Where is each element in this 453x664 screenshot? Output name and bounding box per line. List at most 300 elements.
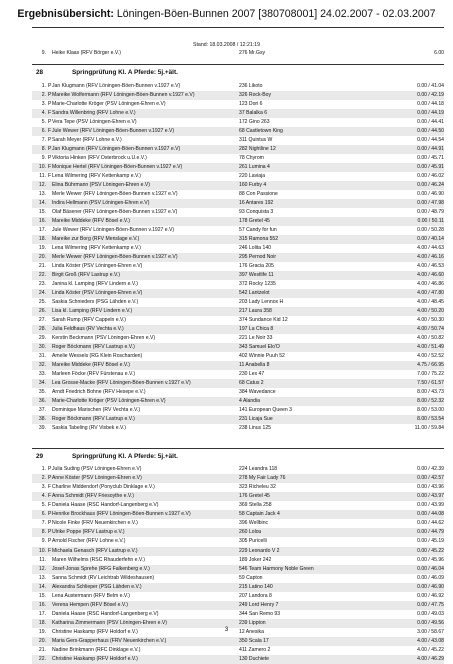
status-marker: F <box>48 128 52 134</box>
horse: 231 Licaja Sue <box>239 416 273 422</box>
result: 7.00 / 75.22 <box>417 371 444 377</box>
horse: 542 Lantzelot <box>239 290 270 296</box>
result: 4.00 / 51.49 <box>417 344 444 350</box>
rider: Merle Wewer (RFV Löningen-Böen-Bunnen v.1927 e.V) <box>52 254 178 260</box>
status-marker: F <box>48 484 52 491</box>
rank: 20. <box>38 254 46 260</box>
result: 0.00 / 46.90 <box>417 583 444 590</box>
rider: Sarah Rump (RFV Cappeln e.V.) <box>52 317 126 323</box>
rank: 6. <box>41 128 46 134</box>
table-row <box>32 154 444 163</box>
horse: 546 Team Harmony Noble Green <box>239 565 314 572</box>
rider: Marie-Charlotte Kröger (PSV Löningen-Ehren e.V) <box>52 101 166 107</box>
result: 4.00 / 44.63 <box>417 245 444 251</box>
table-row <box>32 262 444 271</box>
horse: 12 Anesika <box>239 628 264 635</box>
rank: 3. <box>41 484 46 491</box>
result: 0.00 / 49.03 <box>417 610 444 617</box>
result: 8.00 / 43.73 <box>417 389 444 395</box>
page-number: 3 <box>224 626 229 633</box>
table-row <box>32 379 444 388</box>
horse: 236 Likoto <box>239 83 263 89</box>
result: 0.00 / 44.19 <box>417 110 444 116</box>
rider: Jan Klugmann (RFV Löningen-Böen-Bunnen v.1927 e.V) <box>52 146 181 152</box>
table-row <box>32 415 444 424</box>
status-marker: F <box>48 547 52 554</box>
result: 7.50 / 61.57 <box>417 380 444 386</box>
rank: 37. <box>38 407 46 413</box>
horse: 224 Leandra 118 <box>239 466 278 472</box>
rider: Anne Köster (PSV Löningen-Ehren e.V) <box>52 475 142 482</box>
result: 0.00 / 44.79 <box>417 529 444 536</box>
result: 0.00 / 45.96 <box>417 556 444 563</box>
table-row <box>32 181 444 190</box>
result: 0.00 / 46.04 <box>417 565 444 572</box>
rank: 31. <box>38 353 46 359</box>
result: 3.00 / 58.67 <box>417 628 444 635</box>
result: 4.00 / 47.80 <box>417 290 444 296</box>
result: 0.00 / 45.71 <box>417 155 444 161</box>
table-row <box>32 316 444 325</box>
rider: Lisa kl. Lamping (RFV Lindern e.V.) <box>52 308 133 314</box>
result: 4.00 / 43.08 <box>417 638 444 644</box>
table-row <box>32 352 444 361</box>
rank: 7. <box>41 137 46 143</box>
rank: 36. <box>38 398 46 404</box>
table-row <box>32 370 444 379</box>
horse: 57 Candy for fun <box>239 227 277 233</box>
result: 0.00 / 47.75 <box>417 601 444 608</box>
result: 0.00 / 46.24 <box>417 182 444 188</box>
rider: Dominique Marischen (RV Vechta e.V.) <box>52 407 141 413</box>
result: 4.00 / 46.53 <box>417 263 444 269</box>
horse: 123 Dori 6 <box>239 101 263 107</box>
horse: 239 Lippton <box>239 619 266 626</box>
result: 0.00 / 46.92 <box>417 592 444 599</box>
table-row <box>32 406 444 415</box>
table-row <box>32 136 444 145</box>
rider: Michaela Genasch (RFV Lastrup e.V.) <box>52 547 138 554</box>
result: 4.00 / 50.74 <box>417 326 444 332</box>
table-row <box>32 465 444 474</box>
table-row <box>32 592 444 601</box>
rank: 9. <box>41 155 46 161</box>
status-marker: P <box>48 92 52 98</box>
rider: Sandra Willenbring (RFV Lohne e.V.) <box>52 110 136 116</box>
rank: 20. <box>38 638 46 644</box>
rank: 14. <box>38 200 46 206</box>
rank: 10. <box>38 164 46 170</box>
rank: 15. <box>38 209 46 215</box>
rider: Verena Hempen (RFV Bösel e.V.) <box>52 601 128 608</box>
horse: 315 Ramona 552 <box>239 236 279 242</box>
rank: 7. <box>41 520 46 527</box>
table-row <box>32 610 444 619</box>
horse: 172 Gino 263 <box>239 119 270 125</box>
horse: 326 Rock-Boy <box>239 92 271 98</box>
section-rule <box>32 64 444 65</box>
table-row <box>32 199 444 208</box>
result: 0.00 / 50.11 <box>417 218 444 224</box>
horse: 350 Scala 17 <box>239 638 269 644</box>
section-title <box>32 67 444 79</box>
rider: Mareike Middeke (RFV Bösel e.V.) <box>52 218 130 224</box>
table-row <box>32 118 444 127</box>
result: 0.00 / 43.97 <box>417 493 444 500</box>
horse: 372 Rocky 1235 <box>239 281 276 287</box>
horse: 176 Gracia 205 <box>239 263 274 269</box>
rank: 4. <box>41 493 46 500</box>
rider: Lena Austermann (RFV Belm e.V.) <box>52 592 130 599</box>
horse: 203 Lady Lennox H <box>239 299 284 305</box>
rider: Elina Bührmann (PSV Löningen-Ehren e.V) <box>52 182 150 188</box>
rider: Charline Middendorf (Ponyclub Dinklage e.V.) <box>52 484 155 491</box>
rank: 8. <box>41 529 46 536</box>
rank: 4. <box>41 110 46 116</box>
horse: 344 San Remo 93 <box>239 610 281 617</box>
result: 6.00 <box>434 50 444 56</box>
result: 0.00 / 48.79 <box>417 209 444 215</box>
result: 0.00 / 44.62 <box>417 520 444 527</box>
table-row <box>32 601 444 610</box>
section-name: Springprüfung Kl. A Pferde: 5j.+ält. <box>72 69 178 76</box>
rank: 1. <box>41 466 46 472</box>
table-row <box>32 334 444 343</box>
rank: 6. <box>41 511 46 518</box>
rank: 16. <box>38 218 46 224</box>
table-row <box>32 537 444 546</box>
result: 0.00 / 46.90 <box>417 191 444 197</box>
result: 0.00 / 49.56 <box>417 619 444 626</box>
status-marker: P <box>48 155 52 161</box>
rank: 26. <box>38 308 46 314</box>
rider: Sanna Schmidt (RV Leichtrab Wildeshausen) <box>52 574 155 581</box>
horse: 384 Wavedance <box>239 389 276 395</box>
rider: Roger Böckmann (RFV Lastrup e.V.) <box>52 344 135 350</box>
horse: 230 Lex 47 <box>239 371 265 377</box>
rank: 8. <box>41 146 46 152</box>
horse: 278 My Fair Lady 76 <box>239 475 286 482</box>
result: 0.00 / 46.02 <box>417 173 444 179</box>
rank: 2. <box>41 475 46 482</box>
rank: 21. <box>38 263 46 269</box>
rank: 9. <box>41 538 46 545</box>
table-row <box>32 424 444 433</box>
status-marker: P <box>48 101 52 107</box>
horse: 374 Sundance Kid 12 <box>239 317 288 323</box>
rank: 24. <box>38 290 46 296</box>
rider: Janina kl. Lamping (RFV Lindern e.V.) <box>52 281 138 287</box>
horse: 249 Lord Henry 7 <box>239 601 279 608</box>
table-row <box>32 474 444 483</box>
horse: 88 Con Passione <box>239 191 278 197</box>
horse: 78 Chyrom <box>239 155 264 161</box>
horse: 178 Gretel 45 <box>239 218 270 224</box>
table-row <box>32 109 444 118</box>
horse: 411 Zamero 2 <box>239 647 271 653</box>
table-row <box>32 298 444 307</box>
horse: 215 Latino 140 <box>239 583 273 590</box>
table-row <box>32 217 444 226</box>
table-row <box>32 528 444 537</box>
horse: 16 Antares 192 <box>239 200 274 206</box>
table-row <box>32 100 444 109</box>
horse: 311 Quintus W <box>239 137 273 143</box>
rider: Roger Böckmann (RFV Lastrup e.V.) <box>52 416 135 422</box>
rank: 1. <box>41 83 46 89</box>
result: 4.00 / 46.86 <box>417 281 444 287</box>
result: 0.00 / 44.18 <box>417 101 444 107</box>
horse: 220 Laviaja <box>239 173 266 179</box>
table-row <box>32 574 444 583</box>
rider: Indira Hellmann (PSV Löningen-Ehren e.V) <box>52 200 150 206</box>
rider: Linda Köster (PSV Löningen-Ehren e.V) <box>52 290 143 296</box>
rider: Nadine Brinkmann (RFC Dinklage e.V.) <box>52 647 141 653</box>
rider: Kerstin Beckmann (PSV Löningen-Ehren e.V) <box>52 335 156 341</box>
result: 8.00 / 53.54 <box>417 416 444 422</box>
horse: 260 Lolou <box>239 529 262 536</box>
result: 0.00 / 41.04 <box>417 83 444 89</box>
rank: 12. <box>38 182 46 188</box>
section-title <box>32 451 444 463</box>
rank: 32. <box>38 362 46 368</box>
table-row <box>32 127 444 136</box>
rank: 5. <box>41 502 46 509</box>
rider: Mareike Middeke (RFV Bösel e.V.) <box>52 362 130 368</box>
rank: 11. <box>39 173 46 179</box>
title-rest: Löningen-Böen-Bunnen 2007 [380708001] 24.02.2007 - 02.03.2007 <box>113 8 436 20</box>
rank: 12. <box>38 565 46 572</box>
horse: 343 Samuel Elo'O <box>239 344 280 350</box>
rank: 2. <box>41 92 46 98</box>
table-row <box>32 253 444 262</box>
rider: Jule Wewer (RFV Löningen-Böen-Bunnen v.1927 e.V) <box>52 128 175 134</box>
table-row <box>32 655 444 664</box>
rider: Monique Hertel (RFV Löningen-Böen-Bunnen v.1927 e.V) <box>52 164 183 170</box>
rank: 11. <box>39 556 46 563</box>
rider: Marie-Charlotte Kröger (PSV Löningen-Ehren e.V) <box>52 398 166 404</box>
table-row <box>32 163 444 172</box>
horse: 229 Leonardo V 2 <box>239 547 280 554</box>
result: 0.00 / 42.57 <box>417 475 444 482</box>
result: 8.00 / 53.00 <box>417 407 444 413</box>
table-row <box>32 510 444 519</box>
result: 0.00 / 46.09 <box>417 574 444 581</box>
rank: 33. <box>38 371 46 377</box>
horse: 323 Richeleu 32 <box>239 484 276 491</box>
table-row <box>32 82 444 91</box>
rider: Marleen Föcke (RFV Fürstenau e.V.) <box>52 371 136 377</box>
rank: 22. <box>38 272 46 278</box>
rank: 27. <box>38 317 46 323</box>
rank: 10. <box>38 547 46 554</box>
result: 0.00 / 47.98 <box>417 200 444 206</box>
rider: Maria Gers-Grapperhaus (FRV Neuenkirchen e.V.) <box>52 638 167 644</box>
status-marker: P <box>48 538 52 545</box>
horse: 402 Winnie Puuh 52 <box>239 353 285 359</box>
section-rule <box>32 448 444 449</box>
title-rule <box>32 27 444 28</box>
rank: 13. <box>38 191 46 197</box>
table-row <box>32 361 444 370</box>
rider: Katharina Zimmermann (PSV Löningen-Ehren e.V) <box>52 619 167 626</box>
status-marker: P <box>48 511 52 518</box>
horse: 93 Conquista 3 <box>239 209 274 215</box>
horse: 246 Lolita 140 <box>239 245 272 251</box>
rider: Alexandra Schlieper (PSG Lähden e.V.) <box>52 583 142 590</box>
rider: Arndt Friedrich Bohne (RFV Hesepe e.V.) <box>52 389 146 395</box>
horse: 261 Lumina 4 <box>239 164 270 170</box>
status-marker: P <box>48 137 52 143</box>
section-number: 29 <box>36 453 44 460</box>
result: 0.00 / 42.19 <box>417 92 444 98</box>
rider: Viktoria Hinken (RFV Osterbrock u.U.e.V.) <box>52 155 147 161</box>
result: 4.00 / 46.16 <box>417 254 444 260</box>
rank: 9. <box>41 50 46 56</box>
table-row <box>32 145 444 154</box>
rank: 39. <box>38 425 46 431</box>
horse: 160 Furby 4 <box>239 182 267 188</box>
horse: 197 La Chica 8 <box>239 326 274 332</box>
horse: 141 European Queen 3 <box>239 407 292 413</box>
table-row <box>32 483 444 492</box>
carryover-row <box>32 49 444 58</box>
table-row <box>32 91 444 100</box>
rank: 14. <box>38 583 46 590</box>
table-row <box>32 280 444 289</box>
rank: 25. <box>38 299 46 305</box>
horse: 130 Duchiete <box>239 656 270 662</box>
table-row <box>32 325 444 334</box>
horse: 238 Linus 125 <box>239 425 272 431</box>
rider: Maren Wilhelms (RSC Rhauderfehn e.V.) <box>52 556 145 563</box>
result: 4.00 / 48.45 <box>417 299 444 305</box>
result: 4.00 / 50.82 <box>417 335 444 341</box>
rank: 28. <box>38 326 46 332</box>
horse: 37 Balalka 6 <box>239 110 268 116</box>
rider: Christine Haskamp (RFV Holdorf e.V.) <box>52 628 138 635</box>
horse: 68 Castletown King <box>239 128 283 134</box>
rank: 3. <box>41 101 46 107</box>
horse: 189 Joker 242 <box>239 556 272 563</box>
rider: Ulrike Poppe (RFV Lastrup e.V.) <box>52 529 125 536</box>
horse: 295 Pernod Noir <box>239 254 277 260</box>
rider: Saskia Schnieders (PSG Lähden e.V.) <box>52 299 139 305</box>
rank: 17. <box>38 610 46 617</box>
result: 0.00 / 44.54 <box>417 137 444 143</box>
status-marker: F <box>48 493 52 500</box>
rider: Saskia Tabeling (RV Visbek e.V.) <box>52 425 126 431</box>
result: 0.00 / 44.50 <box>417 128 444 134</box>
table-row <box>32 289 444 298</box>
status-marker: F <box>48 110 52 116</box>
rider: Julia Feldhaus (RV Vechta e.V.) <box>52 326 124 332</box>
result: 11.00 / 59.84 <box>414 425 444 431</box>
table-row <box>32 492 444 501</box>
rank: 29. <box>38 335 46 341</box>
horse: 11 Anabella 8 <box>239 362 270 368</box>
table-row <box>32 637 444 646</box>
section-name: Springprüfung Kl. A Pferde: 5j.+ält. <box>72 453 178 460</box>
table-row <box>32 172 444 181</box>
status-marker: P <box>48 83 52 89</box>
result: 4.00 / 46.60 <box>417 272 444 278</box>
status-marker: P <box>48 475 52 482</box>
horse: 217 Laura 358 <box>239 308 272 314</box>
table-row <box>32 519 444 528</box>
section-number: 28 <box>36 69 44 76</box>
status-marker: F <box>48 164 52 170</box>
rank: 19. <box>38 628 46 635</box>
result: 0.00 / 50.28 <box>417 227 444 233</box>
table-row <box>32 190 444 199</box>
rank: 22. <box>38 656 46 662</box>
rider: Daniela Haase (RSC Handorf-Langenberg e.V) <box>52 502 159 509</box>
result: 4.00 / 46.29 <box>417 656 444 662</box>
result: 0.00 / 44.08 <box>417 511 444 518</box>
horse: 396 Wellbinc <box>239 520 269 527</box>
rider: Lea Grosse-Macke (RFV Löningen-Böen-Bunnen v.1927 e.V) <box>52 380 191 386</box>
rank: 16. <box>38 601 46 608</box>
status-marker: P <box>48 520 52 527</box>
result: 4.00 / 50.20 <box>417 308 444 314</box>
rank: 5. <box>41 119 46 125</box>
result: 4.00 / 52.52 <box>417 353 444 359</box>
table-row <box>32 343 444 352</box>
rank: 15. <box>38 592 46 599</box>
rider: Sarah Meyer (RFV Lohne e.V.) <box>52 137 122 143</box>
horse: 176 Gretel 45 <box>239 493 270 500</box>
table-row <box>32 307 444 316</box>
result: 0.00 / 43.96 <box>417 484 444 491</box>
horse: 68 Catus 2 <box>239 380 264 386</box>
rider: Arnold Fischer (RFV Lohne e.V.) <box>52 538 126 545</box>
horse: 207 Landora 8 <box>239 592 272 599</box>
rider: Nicole Finke (FRV Neuenkirchen e.V.) <box>52 520 138 527</box>
rider: Jan Klugmann (RFV Löningen-Böen-Bunnen v.1927 e.V) <box>52 83 181 89</box>
status-marker: P <box>48 119 52 125</box>
rider: Linda Köster (PSV Löningen-Ehren e.V) <box>52 263 143 269</box>
rank: 30. <box>38 344 46 350</box>
rider: Lena Wilmering (RFV Kettenkamp e.V.) <box>52 245 141 251</box>
rider: Heike Klaas (RFV Börger e.V.) <box>52 50 121 56</box>
result: 4.00 / 45.22 <box>417 647 444 653</box>
table-row <box>32 388 444 397</box>
page-title <box>0 8 453 20</box>
table-row <box>32 208 444 217</box>
table-row <box>32 235 444 244</box>
table-row <box>32 646 444 655</box>
horse: 369 Stella 258 <box>239 502 272 509</box>
table-row <box>32 226 444 235</box>
rider: Mareike Wolfermann (RFV Löningen-Böen-Bunnen v.1927 e.V) <box>52 92 195 98</box>
rider: Lena Wilmering (RFV Kettenkamp e.V.) <box>52 173 141 179</box>
rank: 13. <box>38 574 46 581</box>
result: 0.00 / 43.99 <box>417 502 444 509</box>
rank: 21. <box>38 647 46 653</box>
result: 8.00 / 52.32 <box>417 398 444 404</box>
table-row <box>32 556 444 565</box>
rank: 19. <box>38 245 46 251</box>
horse: 276 Mr.Gsy <box>239 50 266 56</box>
horse: 58 Captain Jack 4 <box>239 511 280 518</box>
rank: 34. <box>38 380 46 386</box>
status-marker: F <box>48 502 52 509</box>
rank: 23. <box>38 281 46 287</box>
rank: 35. <box>38 389 46 395</box>
rider: Mareike zur Borg (RFV Menslage e.V.) <box>52 236 140 242</box>
result: 0.00 / 45.22 <box>417 547 444 554</box>
